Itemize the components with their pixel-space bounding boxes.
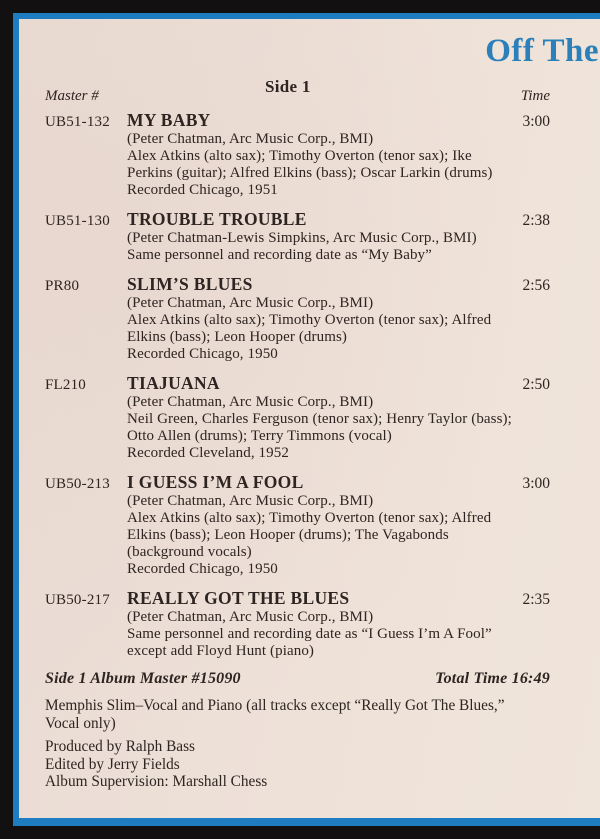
track-master: PR80 <box>45 278 80 294</box>
album-back-cover <box>13 13 600 826</box>
credit-line: Perkins (guitar); Alfred Elkins (bass); Oscar Larkin (drums) <box>127 165 493 181</box>
track-master: FL210 <box>45 377 87 393</box>
credit-line: (Peter Chatman, Arc Music Corp., BMI) <box>127 394 374 410</box>
track-time: 2:35 <box>522 591 550 608</box>
track-master: UB50-217 <box>45 592 110 608</box>
track-title: REALLY GOT THE BLUES <box>127 588 350 608</box>
credit-line: (Peter Chatman, Arc Music Corp., BMI) <box>127 609 374 625</box>
album-master-row <box>45 670 550 688</box>
credit-line: Otto Allen (drums); Terry Timmons (vocal) <box>127 428 392 444</box>
track-time: 2:38 <box>522 212 550 229</box>
track-master: UB51-130 <box>45 213 110 229</box>
performer-note <box>45 697 550 732</box>
produced-by: Produced by Ralph Bass <box>45 738 195 755</box>
performer-line: Vocal only) <box>45 714 116 732</box>
track-row <box>45 472 550 578</box>
track-master: UB51-132 <box>45 114 110 130</box>
track-title: TIAJUANA <box>127 373 220 393</box>
track-time: 2:50 <box>522 376 550 393</box>
track-title: TROUBLE TROUBLE <box>127 209 307 229</box>
track-row <box>45 209 550 264</box>
credit-line: (Peter Chatman, Arc Music Corp., BMI) <box>127 131 374 147</box>
track-credits <box>127 609 550 660</box>
album-supervision: Album Supervision: Marshall Chess <box>45 773 268 790</box>
performer-line: Memphis Slim–Vocal and Piano (all tracks except “Really Got The Blues,” <box>45 697 505 714</box>
track-row <box>45 373 550 462</box>
credit-line: (background vocals) <box>127 544 252 560</box>
credit-line: Alex Atkins (alto sax); Timothy Overton (tenor sax); Alfred <box>127 312 492 328</box>
track-credits <box>127 295 550 363</box>
credit-line: (Peter Chatman-Lewis Simpkins, Arc Music Corp., BMI) <box>127 230 477 246</box>
master-number-column-header: Master # <box>45 88 99 104</box>
track-time: 3:00 <box>522 113 550 130</box>
credit-line: Neil Green, Charles Ferguson (tenor sax); Henry Taylor (bass); <box>127 411 512 427</box>
track-row <box>45 274 550 363</box>
liner-notes <box>19 77 600 791</box>
credit-line: (Peter Chatman, Arc Music Corp., BMI) <box>127 493 374 509</box>
track-credits <box>127 493 550 578</box>
track-time: 3:00 <box>522 475 550 492</box>
track-title: MY BABY <box>127 110 211 130</box>
production-credits <box>45 738 550 791</box>
side-album-master: Side 1 Album Master #15090 <box>45 670 241 687</box>
track-title: SLIM’S BLUES <box>127 274 253 294</box>
credit-line: Recorded Chicago, 1951 <box>127 182 278 198</box>
edited-by: Edited by Jerry Fields <box>45 755 180 773</box>
credit-line: Alex Atkins (alto sax); Timothy Overton (tenor sax); Ike <box>127 148 472 164</box>
credit-line: Elkins (bass); Leon Hooper (drums); The Vagabonds <box>127 527 449 543</box>
credit-line: Alex Atkins (alto sax); Timothy Overton (tenor sax); Alfred <box>127 510 492 526</box>
track-time: 2:56 <box>522 277 550 294</box>
side-heading: Side 1 <box>265 77 311 96</box>
track-credits <box>127 230 550 264</box>
track-row <box>45 110 550 199</box>
credit-line: Same personnel and recording date as “I Guess I’m A Fool” <box>127 626 492 642</box>
side-heading-cell <box>127 77 486 105</box>
track-credits <box>127 131 550 199</box>
credit-line: Recorded Cleveland, 1952 <box>127 445 289 461</box>
track-credits <box>127 394 550 462</box>
time-column-header: Time <box>520 88 550 104</box>
track-list <box>45 110 550 660</box>
credit-line: Recorded Chicago, 1950 <box>127 561 278 577</box>
credit-line: Elkins (bass); Leon Hooper (drums) <box>127 329 348 345</box>
track-title: I GUESS I’M A FOOL <box>127 472 304 492</box>
total-time: Total Time 16:49 <box>435 670 550 687</box>
track-row <box>45 588 550 660</box>
credit-line: (Peter Chatman, Arc Music Corp., BMI) <box>127 295 374 311</box>
credit-line: except add Floyd Hunt (piano) <box>127 643 315 659</box>
track-master: UB50-213 <box>45 476 110 492</box>
album-series-title: Off The <box>485 33 599 69</box>
credit-line: Recorded Chicago, 1950 <box>127 346 278 362</box>
credit-line: Same personnel and recording date as “My Baby” <box>127 247 432 263</box>
listing-header <box>45 77 550 105</box>
